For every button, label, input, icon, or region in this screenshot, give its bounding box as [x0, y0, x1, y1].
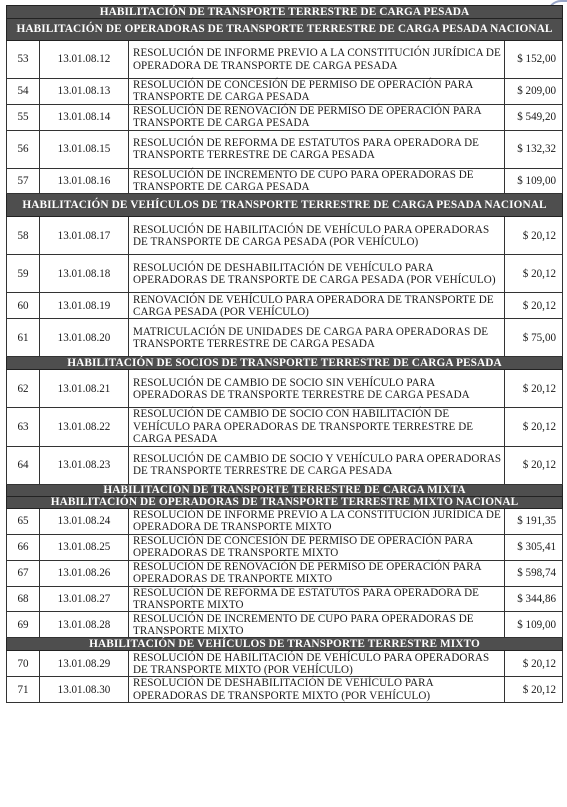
row-number: 57	[7, 168, 40, 194]
service-price: $ 109,00	[505, 168, 563, 194]
service-description: RESOLUCIÓN DE INCREMENTO DE CUPO PARA OPERADORAS DE TRANSPORTE DE CARGA PESADA	[129, 168, 505, 194]
service-description: RESOLUCIÓN DE CAMBIO DE SOCIO Y VEHÍCULO PARA OPERADORAS DE TRANSPORTE TERRESTRE DE CARGA PESADA	[129, 446, 505, 484]
service-price: $ 20,12	[505, 293, 563, 319]
service-code: 13.01.08.18	[40, 255, 129, 293]
section-header	[7, 194, 563, 217]
service-price: $ 191,35	[505, 508, 563, 534]
row-number: 56	[7, 130, 40, 168]
section-header-text: HABILITACIÓN DE TRANSPORTE TERRESTRE DE CARGA MIXTA	[7, 484, 563, 496]
service-code: 13.01.08.30	[40, 677, 129, 703]
table-row	[7, 677, 563, 703]
table-row	[7, 79, 563, 105]
service-code: 13.01.08.12	[40, 41, 129, 79]
service-price: $ 132,32	[505, 130, 563, 168]
service-price: $ 549,20	[505, 104, 563, 130]
table-row	[7, 508, 563, 534]
table-row	[7, 408, 563, 446]
section-header	[7, 484, 563, 496]
service-code: 13.01.08.16	[40, 168, 129, 194]
tariff-table	[6, 5, 563, 703]
service-code: 13.01.08.17	[40, 217, 129, 255]
table-row	[7, 560, 563, 586]
service-description: RESOLUCIÓN DE INCREMENTO DE CUPO PARA OPERADORAS DE TRANSPORTE MIXTO	[129, 612, 505, 638]
service-price: $ 20,12	[505, 677, 563, 703]
row-number: 60	[7, 293, 40, 319]
row-number: 68	[7, 586, 40, 612]
service-description: RESOLUCIÓN DE REFORMA DE ESTATUTOS PARA OPERADORA DE TRANSPORTE MIXTO	[129, 586, 505, 612]
section-header	[7, 638, 563, 651]
service-price: $ 20,12	[505, 370, 563, 408]
service-description: RESOLUCIÓN DE CAMBIO DE SOCIO CON HABILITACIÓN DE VEHÍCULO PARA OPERADORAS DE TRANSPORTE TERRESTRE DE CARGA PESADA	[129, 408, 505, 446]
section-header	[7, 357, 563, 370]
service-description: RESOLUCIÓN DE RENOVACIÓN DE PERMISO DE OPERACIÓN PARA OPERADORAS DE TRANPORTE MIXTO	[129, 560, 505, 586]
table-row	[7, 446, 563, 484]
table-row	[7, 534, 563, 560]
section-header-text: HABILITACIÓN DE VEHÍCULOS DE TRANSPORTE TERRESTRE DE CARGA PESADA NACIONAL	[7, 194, 563, 217]
service-price: $ 20,12	[505, 217, 563, 255]
section-header-text: HABILITACIÓN DE VEHÍCULOS DE TRANSPORTE TERRESTRE MIXTO	[7, 638, 563, 651]
service-code: 13.01.08.21	[40, 370, 129, 408]
row-number: 53	[7, 41, 40, 79]
table-row	[7, 130, 563, 168]
service-code: 13.01.08.29	[40, 651, 129, 677]
section-header	[7, 6, 563, 19]
table-row	[7, 168, 563, 194]
service-code: 13.01.08.13	[40, 79, 129, 105]
service-description: RESOLUCIÓN DE INFORME PREVIO A LA CONSTITUCIÓN JURÍDICA DE OPERADORA DE TRANSPORTE DE CARGA PESADA	[129, 41, 505, 79]
service-price: $ 305,41	[505, 534, 563, 560]
service-price: $ 152,00	[505, 41, 563, 79]
service-description: RESOLUCIÓN DE HABILITACIÓN DE VEHÍCULO PARA OPERADORAS DE TRANSPORTE MIXTO (POR VEHÍCULO)	[129, 651, 505, 677]
service-code: 13.01.08.26	[40, 560, 129, 586]
row-number: 69	[7, 612, 40, 638]
table-row	[7, 319, 563, 357]
service-price: $ 20,12	[505, 446, 563, 484]
section-header	[7, 496, 563, 508]
section-header	[7, 19, 563, 41]
service-description: RESOLUCIÓN DE CAMBIO DE SOCIO SIN VEHÍCULO PARA OPERADORAS DE TRANSPORTE TERRESTRE DE CARGA PESADA	[129, 370, 505, 408]
row-number: 67	[7, 560, 40, 586]
row-number: 71	[7, 677, 40, 703]
row-number: 63	[7, 408, 40, 446]
section-header-text: HABILITACIÓN DE SOCIOS DE TRANSPORTE TERRESTRE DE CARGA PESADA	[7, 357, 563, 370]
service-code: 13.01.08.15	[40, 130, 129, 168]
service-code: 13.01.08.20	[40, 319, 129, 357]
service-description: RESOLUCIÓN DE HABILITACIÓN DE VEHÍCULO PARA OPERADORAS DE TRANSPORTE DE CARGA PESADA (POR VEHÍCULO)	[129, 217, 505, 255]
service-code: 13.01.08.23	[40, 446, 129, 484]
table-row	[7, 370, 563, 408]
row-number: 55	[7, 104, 40, 130]
table-row	[7, 217, 563, 255]
section-header-text: HABILITACIÓN DE TRANSPORTE TERRESTRE DE CARGA PESADA	[7, 6, 563, 19]
table-row	[7, 104, 563, 130]
service-price: $ 109,00	[505, 612, 563, 638]
service-code: 13.01.08.25	[40, 534, 129, 560]
row-number: 70	[7, 651, 40, 677]
service-description: RESOLUCIÓN DE RENOVACIÓN DE PERMISO DE OPERACIÓN PARA TRANSPORTE DE CARGA PESADA	[129, 104, 505, 130]
service-code: 13.01.08.28	[40, 612, 129, 638]
row-number: 54	[7, 79, 40, 105]
service-description: RENOVACIÓN DE VEHÍCULO PARA OPERADORA DE TRANSPORTE DE CARGA PESADA (POR VEHÍCULO)	[129, 293, 505, 319]
row-number: 64	[7, 446, 40, 484]
row-number: 58	[7, 217, 40, 255]
row-number: 66	[7, 534, 40, 560]
table-row	[7, 255, 563, 293]
service-price: $ 75,00	[505, 319, 563, 357]
service-description: RESOLUCIÓN DE INFORME PREVIO A LA CONSTITUCIÓN JURÍDICA DE OPERADORA DE TRANSPORTE MIXTO	[129, 508, 505, 534]
service-price: $ 20,12	[505, 255, 563, 293]
service-price: $ 20,12	[505, 651, 563, 677]
table-row	[7, 41, 563, 79]
row-number: 62	[7, 370, 40, 408]
table-row	[7, 293, 563, 319]
service-description: RESOLUCIÓN DE DESHABILITACIÓN DE VEHÍCULO PARA OPERADORAS DE TRANSPORTE DE CARGA PESADA (POR VEHÍCULO)	[129, 255, 505, 293]
table-row	[7, 586, 563, 612]
service-description: RESOLUCIÓN DE DESHABILITACIÓN DE VEHÍCULO PARA OPERADORAS DE TRANSPORTE MIXTO (POR VEHÍCULO)	[129, 677, 505, 703]
service-code: 13.01.08.14	[40, 104, 129, 130]
service-description: RESOLUCIÓN DE CONCESIÓN DE PERMISO DE OPERACIÓN PARA OPERADORAS DE TRANSPORTE MIXTO	[129, 534, 505, 560]
service-price: $ 598,74	[505, 560, 563, 586]
section-header-text: HABILITACIÓN DE OPERADORAS DE TRANSPORTE TERRESTRE DE CARGA PESADA NACIONAL	[7, 19, 563, 41]
service-code: 13.01.08.22	[40, 408, 129, 446]
service-price: $ 20,12	[505, 408, 563, 446]
service-code: 13.01.08.19	[40, 293, 129, 319]
service-price: $ 209,00	[505, 79, 563, 105]
service-code: 13.01.08.24	[40, 508, 129, 534]
table-row	[7, 651, 563, 677]
row-number: 61	[7, 319, 40, 357]
service-code: 13.01.08.27	[40, 586, 129, 612]
service-price: $ 344,86	[505, 586, 563, 612]
row-number: 65	[7, 508, 40, 534]
row-number: 59	[7, 255, 40, 293]
service-description: RESOLUCIÓN DE REFORMA DE ESTATUTOS PARA OPERADORA DE TRANSPORTE TERRESTRE DE CARGA PESADA	[129, 130, 505, 168]
service-description: MATRICULACIÓN DE UNIDADES DE CARGA PARA OPERADORAS DE TRANSPORTE TERRESTRE DE CARGA PESADA	[129, 319, 505, 357]
section-header-text: HABILITACIÓN DE OPERADORAS DE TRANSPORTE TERRESTRE MIXTO NACIONAL	[7, 496, 563, 508]
table-row	[7, 612, 563, 638]
service-description: RESOLUCIÓN DE CONCESIÓN DE PERMISO DE OPERACIÓN PARA TRANSPORTE DE CARGA PESADA	[129, 79, 505, 105]
